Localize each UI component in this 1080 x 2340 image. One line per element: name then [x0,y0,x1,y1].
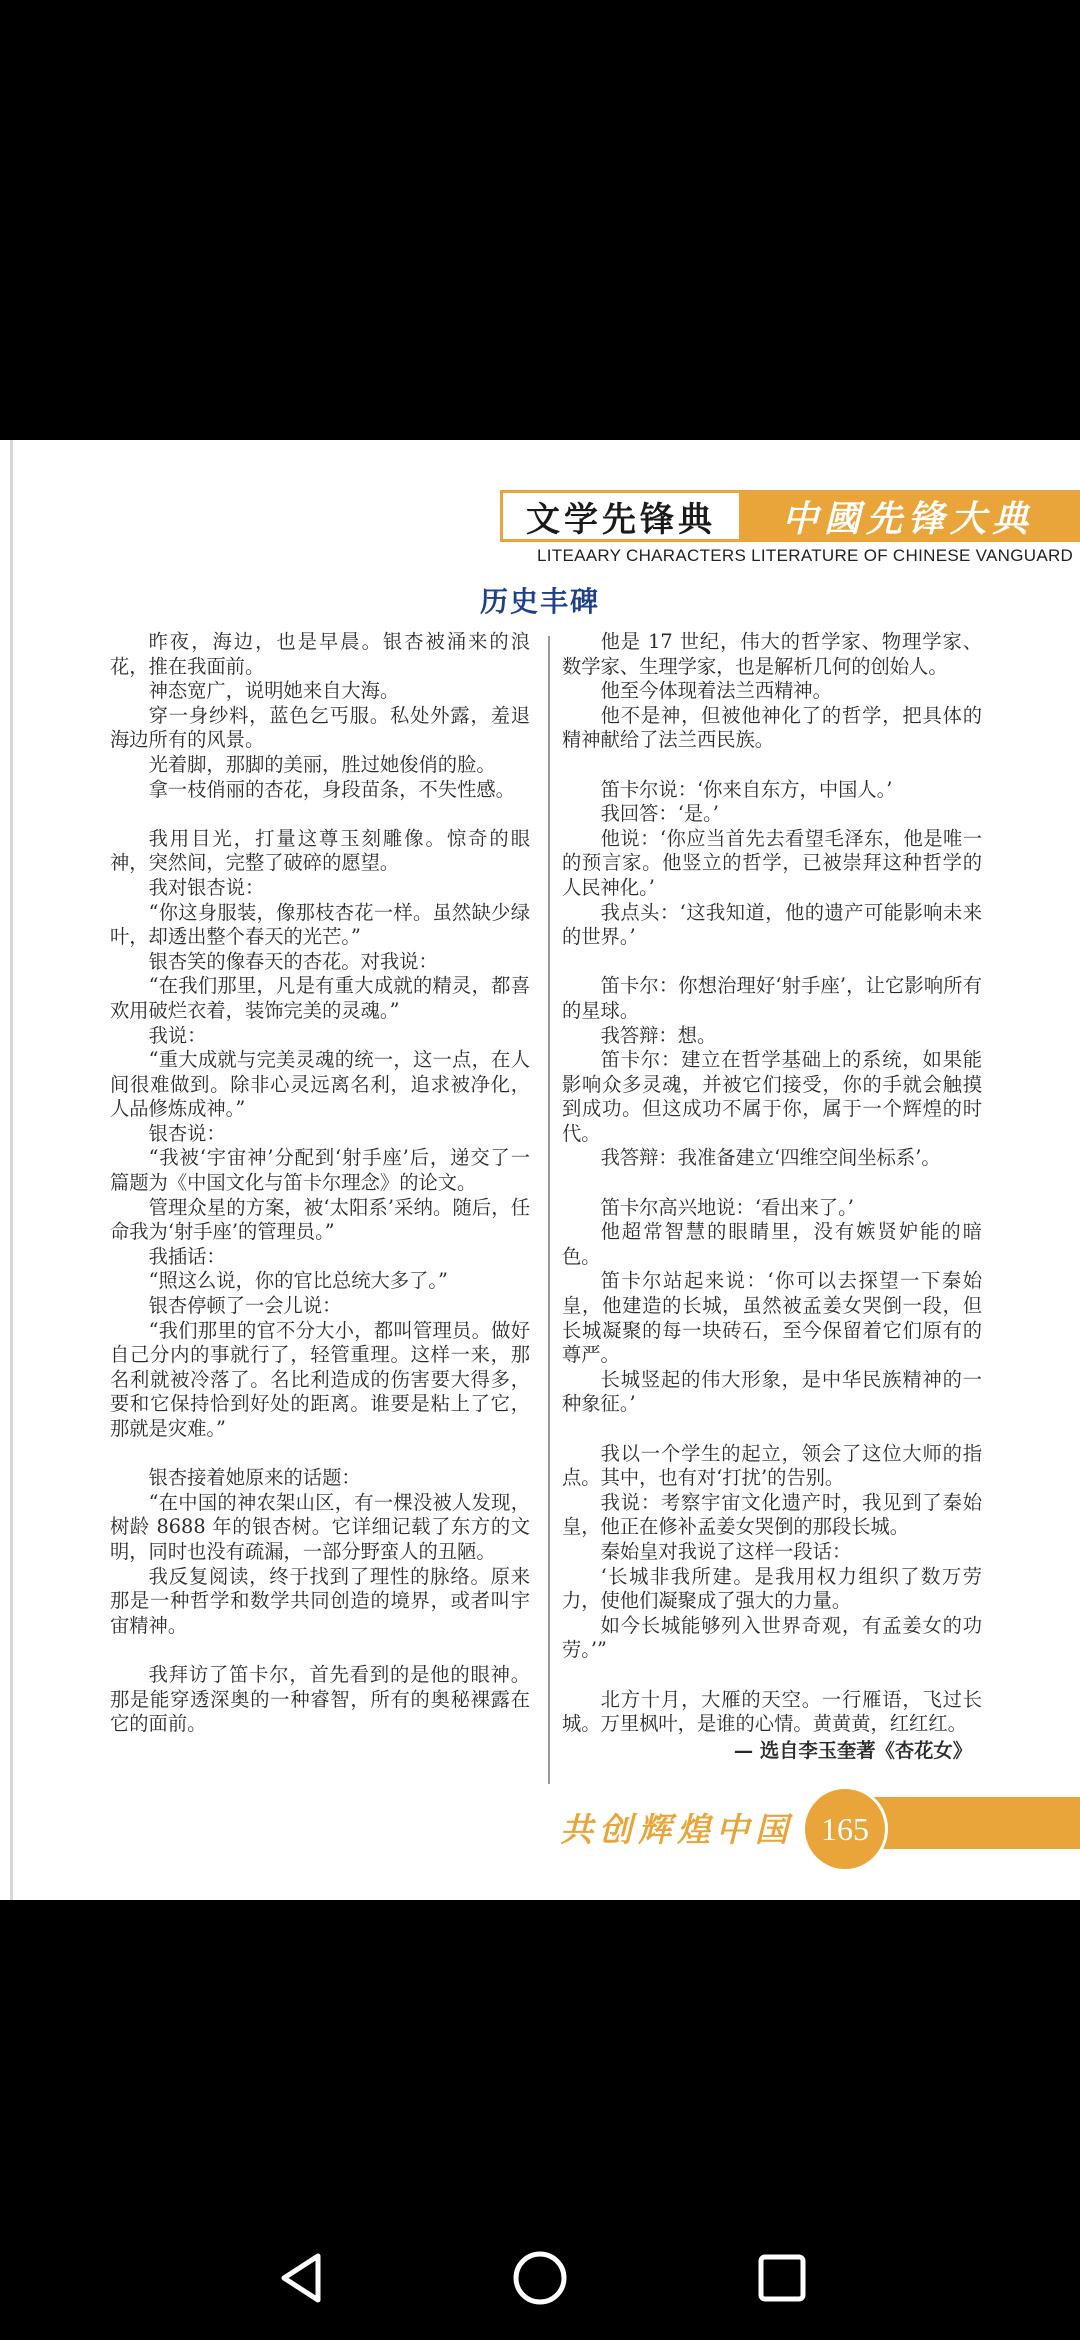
paragraph: 银杏停顿了一会儿说： [148,1294,342,1318]
paragraph: 管理众星的方案，被‘太阳系’采纳。随后，任命我为‘射手座’的管理员。” [110,1195,530,1244]
paragraph: 他是 17 世纪，伟大的哲学家、物理学家、数学家、生理学家，也是解析几何的创始人。 [562,630,982,678]
paragraph: ‘长城非我所建。是我用权力组织了数万劳力，使他们凝聚成了强大的力量。 [562,1564,982,1613]
paragraph: “你这身服装，像那枝杏花一样。虽然缺少绿叶，却透出整个春天的光芒。” [110,900,530,949]
header-right-title: 中國先锋大典 [742,490,1080,542]
article-title: 历史丰碑 [479,585,600,618]
paragraph: 笛卡尔：你想治理好‘射手座’，让它影响所有的星球。 [562,974,982,1022]
paragraph: 他至今体现着法兰西精神。 [600,679,832,703]
paragraph: 秦始皇对我说了这样一段话： [600,1539,852,1563]
back-triangle-icon[interactable] [272,2248,332,2308]
journal-header [500,490,1080,542]
paragraph: 昨夜，海边，也是早晨。银杏被涌来的浪花，推在我面前。 [110,630,530,678]
paragraph: 我以一个学生的起立，领会了这位大师的指点。其中，也有对‘打扰’的告别。 [562,1441,982,1490]
paragraph: 我说：考察宇宙文化遗产时，我见到了秦始皇，他正在修补孟姜女哭倒的那段长城。 [562,1490,982,1539]
paragraph: 穿一身纱料，蓝色乞丐服。私处外露，羞退海边所有的风景。 [110,703,530,752]
paragraph: 神态宽广，说明她来自大海。 [148,679,400,703]
left-column [110,630,530,1737]
paragraph: “照这么说，你的官比总统大多了。” [148,1269,448,1293]
paragraph: “我被‘宇宙神’分配到‘射手座’后，递交了一篇题为《中国文化与笛卡尔理念》的论文。 [110,1146,530,1195]
article-source: — 选自李玉奎著《杏花女》 [733,1738,972,1762]
right-column [562,630,982,1763]
paragraph: 我用目光，打量这尊玉刻雕像。惊奇的眼神，突然间，完整了破碎的愿望。 [110,826,530,875]
paragraph: 他不是神，但被他神化了的哲学，把具体的精神献给了法兰西民族。 [562,703,982,752]
paragraph: 我对银杏说： [148,875,265,899]
footer-slogan: 共创辉煌中国 [560,1810,794,1849]
page-number-badge: 165 [802,1786,888,1872]
paragraph: 银杏笑的像春天的杏花。对我说： [148,949,438,973]
paragraph: 我反复阅读，终于找到了理性的脉络。原来那是一种哲学和数学共同创造的境界，或者叫宇宙精神。 [110,1564,530,1637]
paragraph: 笛卡尔站起来说：‘你可以去探望一下秦始皇，他建造的长城，虽然被孟姜女哭倒一段，但长城凝聚的每一块砖石，至今保留着它们原有的尊严。 [562,1269,982,1367]
paragraph: 我拜访了笛卡尔，首先看到的是他的眼神。那是能穿透深奥的一种睿智，所有的奥秘裸露在它的面前。 [110,1662,530,1736]
paragraph: 他超常智慧的眼睛里，没有嫉贤妒能的暗色。 [562,1220,982,1268]
paragraph: 我说： [148,1023,207,1047]
home-circle-icon[interactable] [510,2248,570,2308]
paragraph: 我点头：‘这我知道，他的遗产可能影响未来的世界。’ [562,900,982,949]
page-edge [10,440,13,1900]
paragraph: 拿一枝俏丽的杏花，身段苗条，不失性感。 [148,777,515,801]
paragraph: 我答辩：想。 [600,1023,717,1047]
paragraph: 我答辩：我准备建立‘四维空间坐标系’。 [600,1146,941,1170]
paragraph: 我回答：‘是。’ [600,802,719,826]
android-nav-bar [0,2220,1080,2340]
paragraph: 银杏接着她原来的话题： [148,1466,361,1490]
paragraph: “在中国的神农架山区，有一棵没被人发现，树龄 8688 年的银杏树。它详细记载了东方的文明，同时也没有疏漏，一部分野蛮人的丑陋。 [110,1490,530,1563]
header-left-title: 文学先锋典 [500,490,742,542]
paragraph: 长城竖起的伟大形象，是中华民族精神的一种象征。’ [562,1367,982,1416]
column-divider [548,636,550,1784]
paragraph: “我们那里的官不分大小，都叫管理员。做好自己分内的事就行了，轻管重理。这样一来，那名利就被冷落了。名比利造成的伤害要大得多，要和它保持恰到好处的距离。谁要是粘上了它，那就是灾难。” [110,1318,530,1440]
header-subtitle: LITEAARY CHARACTERS LITERATURE OF CHINESE VANGUARD [537,546,1074,565]
paragraph: 银杏说： [148,1121,226,1145]
paragraph: 笛卡尔高兴地说：‘看出来了。’ [600,1195,854,1219]
paragraph: 笛卡尔：建立在哲学基础上的系统，如果能影响众多灵魂，并被它们接受，你的手就会触摸到成功。但这成功不属于你，属于一个辉煌的时代。 [562,1048,982,1145]
recents-square-icon[interactable] [752,2248,812,2308]
document-page [0,440,1080,1900]
paragraph: 他说：‘你应当首先去看望毛泽东，他是唯一的预言家。他竖立的哲学，已被崇拜这种哲学的人民神化。’ [562,826,982,899]
paragraph: 光着脚，那脚的美丽，胜过她俊俏的脸。 [148,752,496,776]
paragraph: 北方十月，大雁的天空。一行雁语，飞过长城。万里枫叶，是谁的心情。黄黄黄，红红红。 [562,1687,982,1736]
paragraph: “在我们那里，凡是有重大成就的精灵，都喜欢用破烂衣着，装饰完美的灵魂。” [110,974,530,1022]
paragraph: 如今长城能够列入世界奇观，有孟姜女的功劳。’” [562,1613,982,1662]
paragraph: 笛卡尔说：‘你来自东方，中国人。’ [600,777,893,801]
paragraph: “重大成就与完美灵魂的统一，这一点，在人间很难做到。除非心灵远离名利，追求被净化，人品修炼成神。” [110,1048,530,1121]
paragraph: 我插话： [148,1244,226,1268]
